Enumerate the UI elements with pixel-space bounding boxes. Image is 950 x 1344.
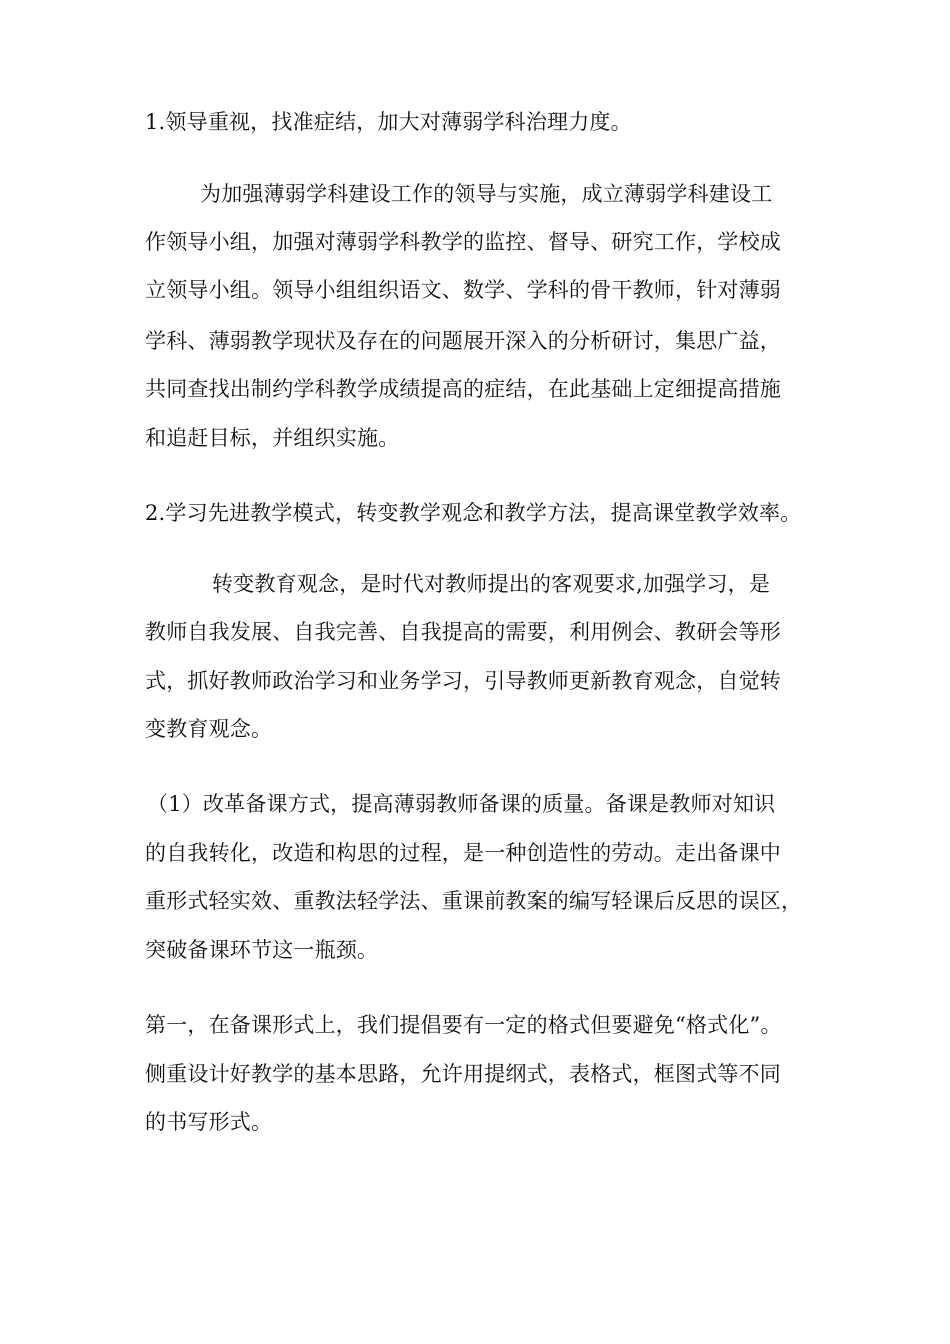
para2-line-4: 变教育观念。 <box>145 717 273 741</box>
para1-line-3: 立领导小组。领导小组组织语文、数学、学科的骨干教师，针对薄弱 <box>145 278 781 302</box>
para3-line-2: 的自我转化，改造和构思的过程，是一种创造性的劳动。走出备课中 <box>145 841 781 865</box>
para2-line-2: 教师自我发展、自我完善、自我提高的需要，利用例会、教研会等形 <box>145 620 781 644</box>
para1-line-5: 共同查找出制约学科教学成绩提高的症结，在此基础上定细提高措施 <box>145 377 781 401</box>
para1-line-4: 学科、薄弱教学现状及存在的问题展开深入的分析研讨，集思广益， <box>145 329 781 353</box>
para1-line-2: 作领导小组，加强对薄弱学科教学的监控、督导、研究工作，学校成 <box>145 230 781 254</box>
heading-1: 1.领导重视，找准症结，加大对薄弱学科治理力度。 <box>145 110 632 134</box>
para2-line-3: 式，抓好教师政治学习和业务学习，引导教师更新教育观念，自觉转 <box>145 669 781 693</box>
para2-line-1: 转变教育观念，是时代对教师提出的客观要求,加强学习，是 <box>212 572 771 596</box>
para3-line-4: 突破备课环节这一瓶颈。 <box>145 938 379 962</box>
para3-line-1: （1）改革备课方式，提高薄弱教师备课的质量。备课是教师对知识 <box>147 792 776 816</box>
para4-line-3: 的书写形式。 <box>145 1110 273 1134</box>
para1-line-1: 为加强薄弱学科建设工作的领导与实施，成立薄弱学科建设工 <box>200 182 773 206</box>
heading-2: 2.学习先进教学模式，转变教学观念和教学方法，提高课堂教学效率。 <box>145 501 802 525</box>
para1-line-6: 和追赶目标，并组织实施。 <box>145 426 400 450</box>
para3-line-3: 重形式轻实效、重教法轻学法、重课前教案的编写轻课后反思的误区， <box>145 889 803 913</box>
para4-line-2: 侧重设计好教学的基本思路，允许用提纲式，表格式，框图式等不同 <box>145 1062 781 1086</box>
para4-line-1: 第一，在备课形式上，我们提倡要有一定的格式但要避免“格式化”。 <box>145 1013 782 1037</box>
